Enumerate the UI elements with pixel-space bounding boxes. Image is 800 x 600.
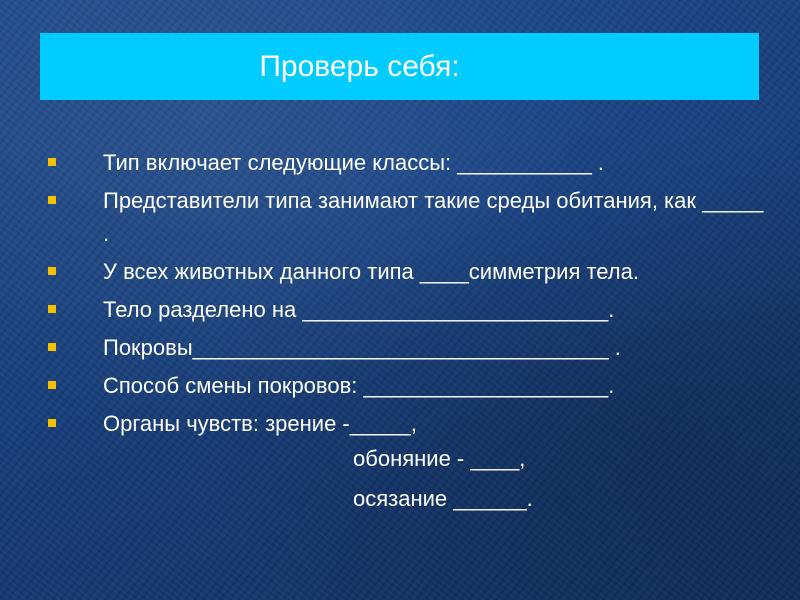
bullet-icon	[48, 158, 56, 166]
question-item-types	[48, 146, 768, 179]
bullet-icon	[48, 267, 56, 275]
question-item-habitats	[48, 184, 768, 250]
question-text: Органы чувств: зрение -_____,	[103, 411, 418, 436]
question-item-senses	[48, 407, 768, 515]
bullet-icon	[48, 419, 56, 427]
question-text: Тип включает следующие классы: ___________ .	[103, 150, 605, 175]
question-text: Тело разделено на _________________________.	[103, 297, 615, 322]
bullet-icon	[48, 343, 56, 351]
title-bar	[40, 33, 759, 100]
question-item-symmetry	[48, 255, 768, 288]
question-text: Покровы__________________________________ .	[103, 335, 621, 360]
question-item-body	[48, 293, 768, 326]
slide-title: Проверь себя:	[259, 49, 460, 83]
bullet-icon	[48, 196, 56, 204]
senses-smell: обоняние - ____,	[353, 446, 526, 471]
question-item-molting	[48, 369, 768, 402]
question-text: У всех животных данного типа ____симметрия тела.	[103, 259, 639, 284]
question-list	[48, 146, 768, 520]
question-item-cover	[48, 331, 768, 364]
bullet-icon	[48, 305, 56, 313]
bullet-icon	[48, 381, 56, 389]
question-text: Представители типа занимают такие среды обитания, как _____ .	[103, 188, 764, 246]
senses-touch: осязание ______.	[353, 486, 533, 511]
question-text: Способ смены покровов: ____________________.	[103, 373, 615, 398]
